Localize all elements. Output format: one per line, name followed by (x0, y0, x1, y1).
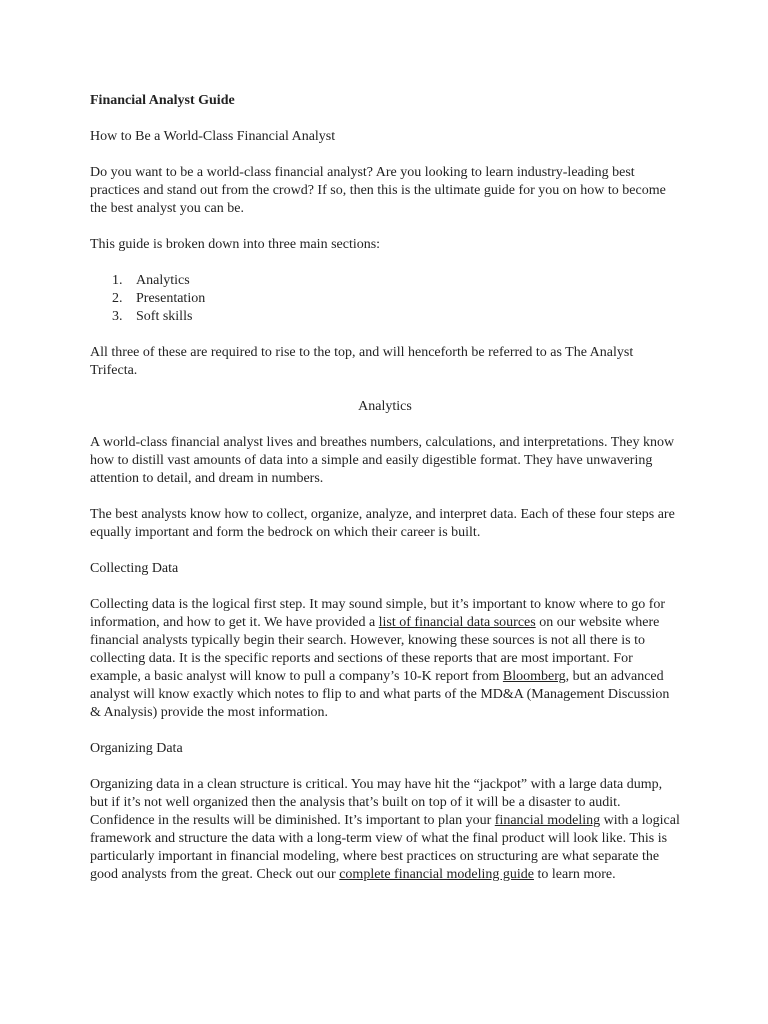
organizing-paragraph (90, 776, 680, 884)
organizing-text-3: to learn more. (534, 867, 616, 882)
analytics-paragraph-1: A world-class financial analyst lives and breathes numbers, calculations, and interpretations. They know how to distill vast amounts of data into a simple and easily digestible format. They have unwavering attention to detail, and dream in numbers. (90, 435, 675, 486)
list-item (90, 290, 680, 308)
trifecta-paragraph: All three of these are required to rise to the top, and will henceforth be referred to as The Analyst Trifecta. (90, 345, 634, 378)
intro-paragraph: Do you want to be a world-class financial analyst? Are you looking to learn industry-leading best practices and stand out from the crowd? If so, then this is the ultimate guide for you on how to become the best analyst you can be. (90, 165, 666, 216)
analytics-heading: Analytics (358, 399, 412, 414)
data-sources-link[interactable]: list of financial data sources (378, 615, 536, 630)
list-item (90, 308, 680, 326)
list-item-number: 2. (112, 291, 123, 306)
collecting-text-2: on our website where financial analysts typically begin their search. However, knowing these sources is not all there is to collecting data. It is the specific reports and sections of these reports that are most important. For example, a basic analyst will know to pull a company’s 10-K report from (90, 615, 660, 684)
sections-list (90, 272, 680, 326)
list-item-label: Soft skills (136, 309, 193, 324)
organizing-heading: Organizing Data (90, 741, 183, 756)
document-page (90, 92, 680, 902)
collecting-text-3: , but an advanced analyst will know exactly which notes to flip to and what parts of the MD&A (Management Discussion & Analysis) provide the most information. (90, 669, 670, 720)
collecting-paragraph (90, 596, 680, 722)
modeling-guide-link[interactable]: complete financial modeling guide (339, 867, 534, 882)
financial-modeling-link[interactable]: financial modeling (494, 813, 601, 828)
organizing-text-1: Organizing data in a clean structure is critical. You may have hit the “jackpot” with a large data dump, but if it’s not well organized then the analysis that’s built on top of it will be a disaster to audit. Confidence in the results will be diminished. It’s important to plan your (90, 777, 663, 828)
list-item-number: 3. (112, 309, 123, 324)
analytics-paragraph-2: The best analysts know how to collect, organize, analyze, and interpret data. Each of these four steps are equally important and form the bedrock on which their career is built. (90, 507, 675, 540)
list-item-number: 1. (112, 273, 123, 288)
document-subtitle: How to Be a World-Class Financial Analyst (90, 129, 336, 144)
list-item-label: Presentation (136, 291, 206, 306)
list-item-label: Analytics (136, 273, 190, 288)
collecting-heading: Collecting Data (90, 561, 179, 576)
breakdown-paragraph: This guide is broken down into three main sections: (90, 237, 381, 252)
list-item (90, 272, 680, 290)
collecting-text-1: Collecting data is the logical first step. It may sound simple, but it’s important to know where to go for information, and how to get it. We have provided a (90, 597, 666, 630)
document-title: Financial Analyst Guide (90, 93, 235, 108)
bloomberg-link[interactable]: Bloomberg (502, 669, 566, 684)
organizing-text-2: with a logical framework and structure the data with a long-term view of what the final product will look like. This is particularly important in financial modeling, where best practices on structuring are what separate the good analysts from the great. Check out our (90, 813, 680, 882)
